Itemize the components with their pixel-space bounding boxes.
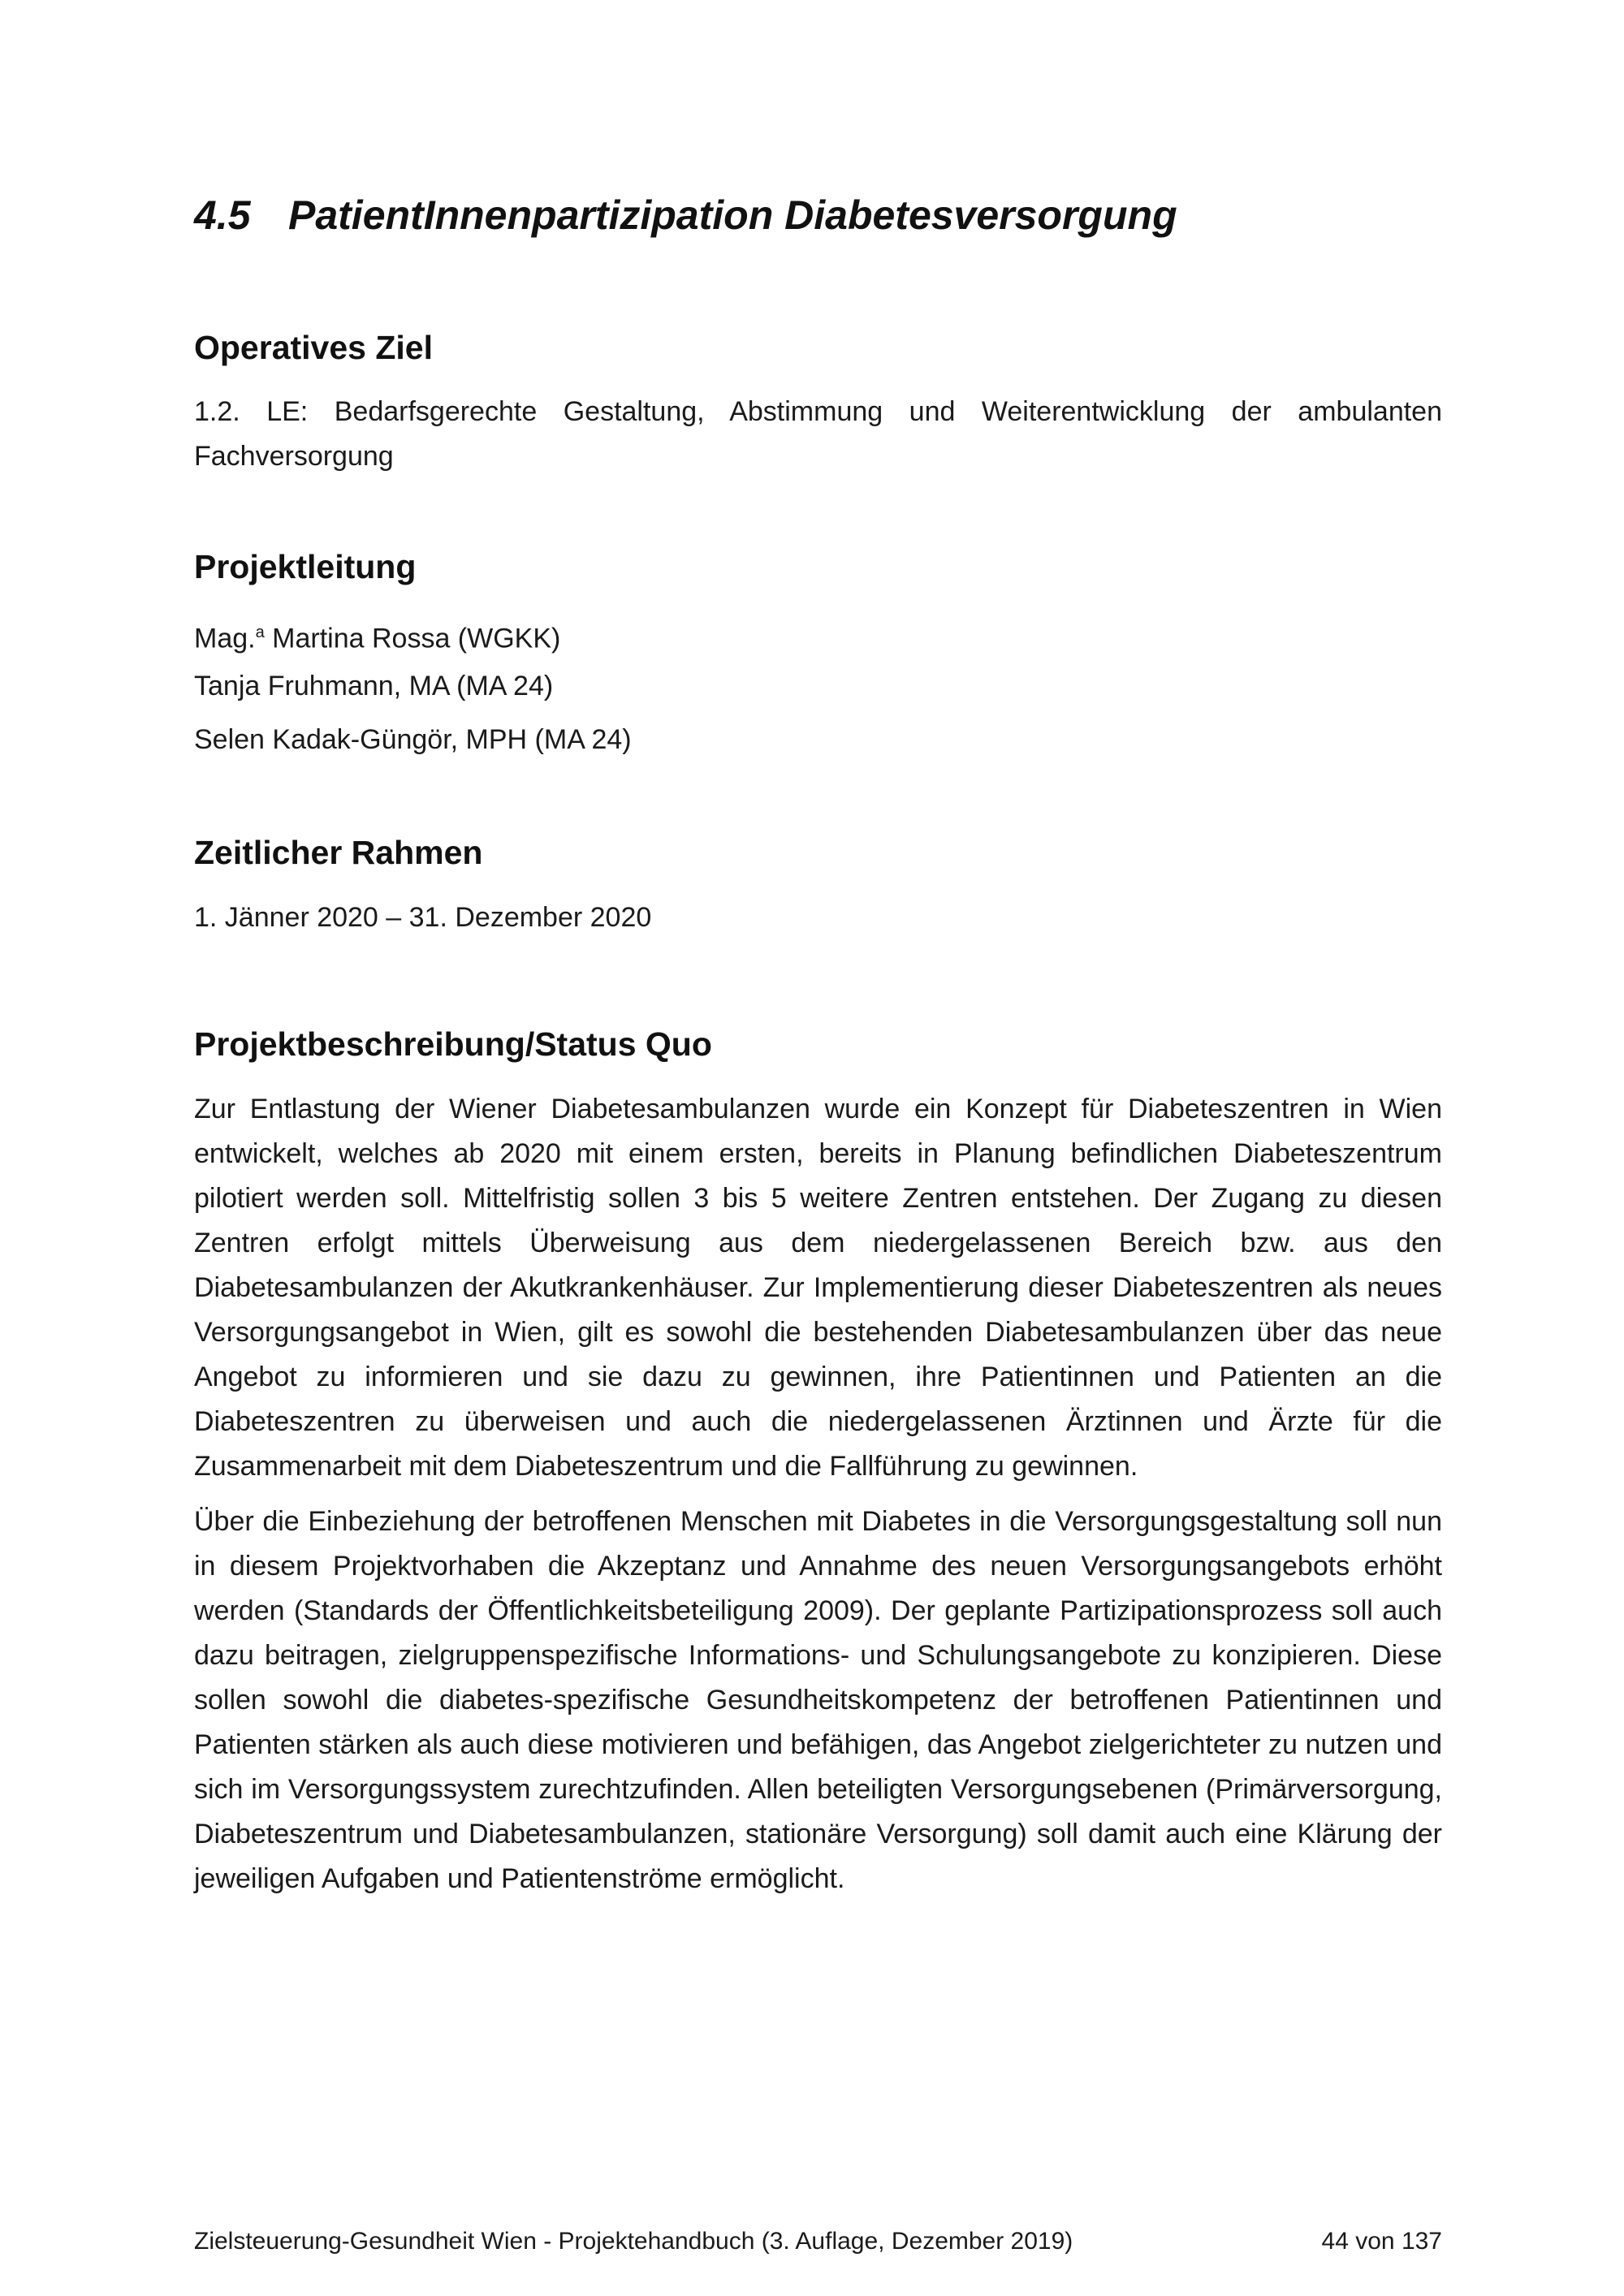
project-lead-1-name: Martina Rossa (WGKK) <box>264 623 561 654</box>
operatives-ziel-text: 1.2. LE: Bedarfsgerechte Gestaltung, Abstimmung und Weiterentwicklung der ambulanten Fachversorgung <box>194 396 1442 472</box>
section-title-operatives-ziel: Operatives Ziel <box>194 329 433 366</box>
footer-document-title: Zielsteuerung-Gesundheit Wien - Projektehandbuch (3. Auflage, Dezember 2019) <box>194 2228 1073 2255</box>
projektbeschreibung-paragraph-2: Über die Einbeziehung der betroffenen Menschen mit Diabetes in die Versorgungsgestaltung soll nun in diesem Projektvorhaben die Akzeptanz und Annahme des neuen Versorgungsangebots erhöht werden (Standards der Öffentlichkeitsbeteiligung 2009). Der geplante Partizipationsprozess soll auch dazu beitragen, zielgruppenspezifische Informations- und Schulungsangebote zu konzipieren. Diese sollen sowohl die diabetes-spezifische Gesundheitskompetenz der betroffenen Patientinnen und Patienten stärken als auch diese motivieren und befähigen, das Angebot zielgerichteter zu nutzen und sich im Versorgungssystem zurechtzufinden. Allen beteiligten Versorgungsebenen (Primärversorgung, Diabeteszentrum und Diabetesambulanzen, stationäre Versorgung) soll damit auch eine Klärung der jeweiligen Aufgaben und Patientenströme ermöglicht. <box>194 1506 1442 1894</box>
project-lead-1 <box>194 611 560 661</box>
chapter-number: 4.5 <box>194 192 251 238</box>
project-lead-1-superscript: a <box>255 624 265 641</box>
section-title-projektbeschreibung: Projektbeschreibung/Status Quo <box>194 1025 712 1063</box>
section-title-zeitlicher-rahmen: Zeitlicher Rahmen <box>194 834 483 871</box>
project-lead-1-prefix: Mag. <box>194 623 256 654</box>
project-lead-2: Tanja Fruhmann, MA (MA 24) <box>194 671 554 701</box>
chapter-heading <box>194 192 1177 239</box>
footer-page-number: 44 von 137 <box>1321 2228 1442 2255</box>
projektbeschreibung-paragraph-1: Zur Entlastung der Wiener Diabetesambulanzen wurde ein Konzept für Diabeteszentren in Wien entwickelt, welches ab 2020 mit einem ersten, bereits in Planung befindlichen Diabeteszentrum pilotiert werden soll. Mittelfristig sollen 3 bis 5 weitere Zentren entstehen. Der Zugang zu diesen Zentren erfolgt mittels Überweisung aus dem niedergelassenen Bereich bzw. aus den Diabetesambulanzen der Akutkrankenhäuser. Zur Implementierung dieser Diabeteszentren als neues Versorgungsangebot in Wien, gilt es sowohl die bestehenden Diabetesambulanzen über das neue Angebot zu informieren und sie dazu zu gewinnen, ihre Patientinnen und Patienten an die Diabeteszentren zu überweisen und auch die niedergelassenen Ärztinnen und Ärzte für die Zusammenarbeit mit dem Diabeteszentrum und die Fallführung zu gewinnen. <box>194 1094 1442 1482</box>
chapter-title: PatientInnenpartizipation Diabetesversorgung <box>288 192 1177 238</box>
zeitlicher-rahmen-text: 1. Jänner 2020 – 31. Dezember 2020 <box>194 902 652 933</box>
project-lead-3: Selen Kadak-Güngör, MPH (MA 24) <box>194 724 632 755</box>
page-footer <box>194 2228 1442 2255</box>
section-title-projektleitung: Projektleitung <box>194 548 417 585</box>
